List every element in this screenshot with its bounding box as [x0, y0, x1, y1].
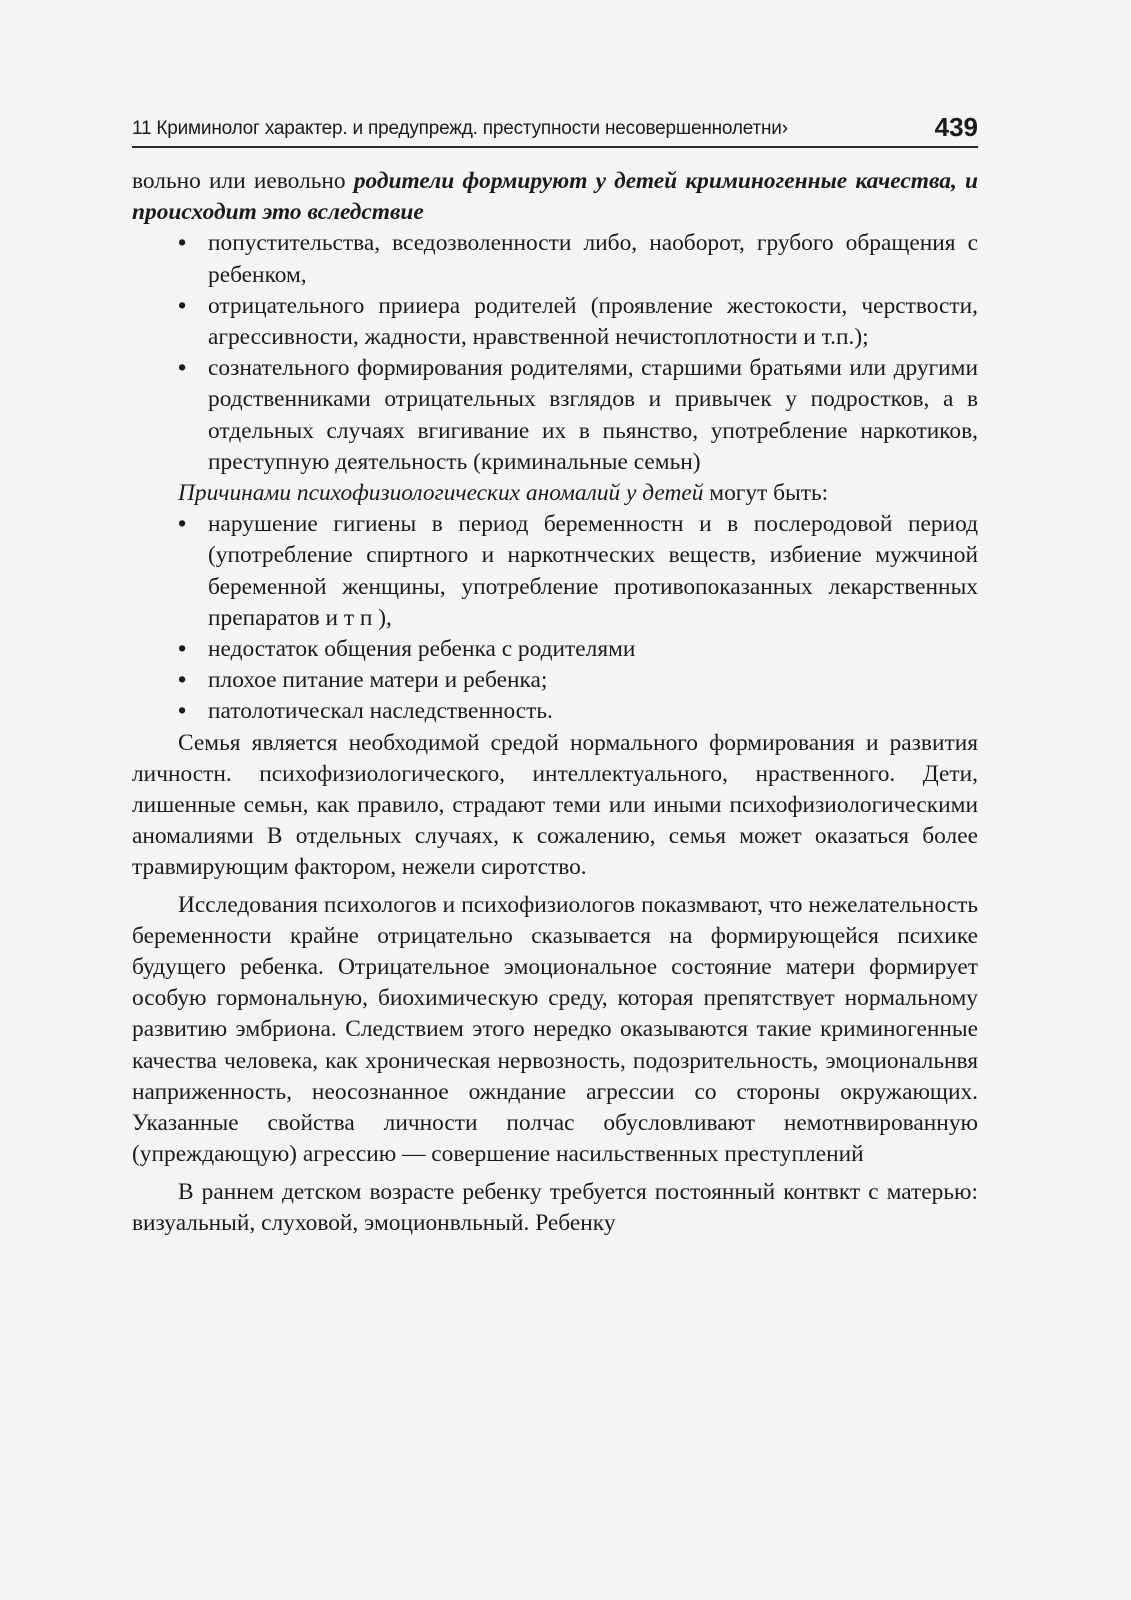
anomalies-emphasis: Причинами психофизиологических аномалий у детей: [178, 480, 704, 507]
book-page: [132, 0, 978, 1600]
list-item: [132, 634, 978, 665]
paragraph-research: Исследования психологов и психофизиологов показмвают, что нежелательность беременности крайне отрицательно сказывается на формирующейся психике будущего ребенка. Отрицательное эмоциональное состояние матери формирует особую гормональную, биохимическую среду, которая препятствует нормальному развитию эмбриона. Следствием этого нередко оказываются такие криминогенные качества человека, как хроническая нервозность, подозрительность, эмоциональнвя наприженность, неосознанное ожндание агрессии со стороны окружающих. Указанные свойства личности полчас обусловливают немотнвированную (упреждающую) агрессию — совершение насильственных преступлений: [132, 891, 978, 1168]
chapter-title: 11 Криминолог характер. и предупрежд. преступности несовершеннолетни›: [132, 118, 788, 139]
anomalies-list: [132, 509, 978, 727]
list-item: [132, 696, 978, 727]
bullet-icon: •: [178, 230, 187, 257]
body-text: [132, 166, 978, 1239]
paragraph-family: Семья является необходимой средой нормального формирования и развития личностн. психофизиологического, интеллектуального, нраственного. Дети, лишенные семьн, как правило, страдают теми или иными психофизиологическими аномалиями В отдельных случаях, к сожалению, семья может оказаться более травмирующим фактором, нежели сиротство.: [132, 729, 978, 881]
anomalies-rest: могут быть:: [703, 480, 829, 507]
bullet-icon: •: [178, 698, 187, 725]
bullet-icon: •: [178, 292, 187, 319]
intro-lead: вольно или иевольно: [132, 168, 354, 194]
bullet-icon: •: [178, 667, 187, 694]
bullet-icon: •: [178, 511, 187, 538]
list-item-text: патолотическал наследственность.: [208, 698, 553, 725]
list-item: [132, 509, 978, 634]
bullet-icon: •: [178, 636, 187, 663]
list-item: [132, 665, 978, 696]
list-item: [132, 291, 978, 353]
intro-paragraph: [132, 166, 978, 228]
paragraph-early-age: В раннем детском возрасте ребенку требуется постоянный контвкт с матерью: визуальный, слуховой, эмоционвльный. Ребенку: [132, 1178, 978, 1236]
running-head: [132, 112, 978, 148]
list-item-text: сознательного формирования родителями, старшими братьями или другими родственниками отрицательных взглядов и привычек у подростков, а в отдельных случаях вгигивание их в пьянство, употребление наркотиков, преступную деятельность (криминальные семьн): [208, 355, 978, 475]
list-item-text: отрицательного прииера родителей (проявление жестокости, черствости, агрессивности, жадности, нравственной нечистоплотности и т.п.);: [208, 292, 978, 351]
bullet-icon: •: [178, 355, 187, 382]
list-item-text: недостаток общения ребенка с родителями: [208, 636, 636, 663]
anomalies-intro: [132, 478, 978, 509]
list-item: [132, 353, 978, 478]
intro-emphasis: родители формируют у детей криминогенные качества, и происходит это вследствие: [132, 168, 978, 226]
list-item-text: плохое питание матери и ребенка;: [208, 667, 548, 694]
list-item: [132, 228, 978, 290]
causes-list: [132, 228, 978, 478]
page-number: 439: [934, 112, 978, 142]
list-item-text: нарушение гигиены в период беременностн и в послеродовой период (употребление спиртного и наркотнческих веществ, избиение мужчиной беременной женщины, употребление противопоказанных лекарственных препаратов и т п ),: [208, 511, 978, 631]
list-item-text: попустительства, вседозволенности либо, наоборот, грубого обращения с ребенком,: [208, 230, 978, 288]
